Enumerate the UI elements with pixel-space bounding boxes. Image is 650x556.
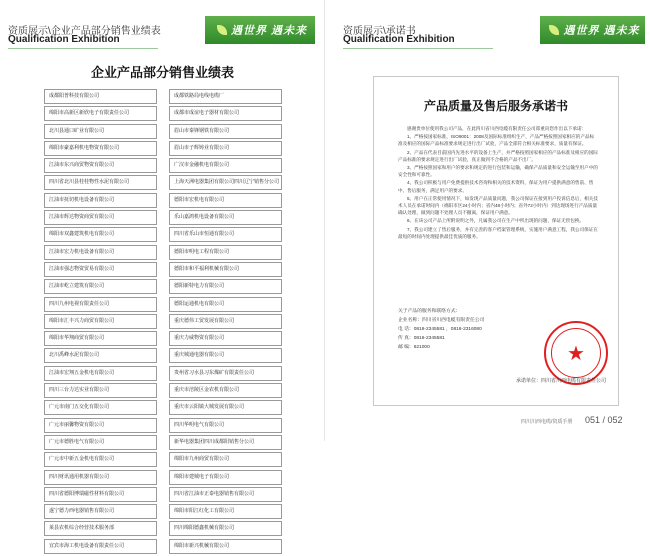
- contact-info: [398, 307, 484, 352]
- leaf-icon: [217, 25, 227, 35]
- page-title: 企业产品部分销售业绩表: [90, 65, 234, 80]
- header-subtitle: Qualification Exhibition: [8, 34, 120, 45]
- letter-paragraph: 6、在该公司产品上所附说明之外，凡属我公司在生产中所出现的问题，保证无偿包换。: [407, 218, 585, 224]
- slogan-text: 遇世界 遇未来: [563, 25, 640, 37]
- table-cell: 四川省乐山市恒通有限公司: [169, 227, 282, 242]
- contact-line: 电 话：0816-2345581 ，0816-2316080: [398, 327, 482, 332]
- table-cell: 广元市中新五金机电有限公司: [44, 452, 157, 467]
- table-cell: 四川财讯通用机器有限公司: [44, 470, 157, 485]
- slogan-banner: [540, 16, 645, 44]
- letter-paragraph: 7、我公司建立了售后服务，并有完善的客户档案管理系统，实施用户满意工程，我公司保证在最短的时间内处理提供最佳优质的服务。: [398, 226, 598, 239]
- header-breadcrumb: 资质展示\承诺书: [343, 26, 416, 37]
- table-cell: 江油市强志物资贸易有限公司: [44, 262, 157, 277]
- table-cell: 重庆市涪陵区金农机有限公司: [169, 383, 282, 398]
- letter-title: 产品质量及售后服务承诺书: [423, 99, 568, 113]
- table-cell: 重庆市云阳镇大城发展有限公司: [169, 400, 282, 415]
- sales-table-column-1: [44, 89, 157, 556]
- letter-paragraph: 5、用户在正常使用情况下，如发现产品质量问题，我公司保证在接到用户投诉信息后，相关技术人员在承诺时间内（绵阳市区24小时内；省内48小时内；省外72小时内）到达现场进行产品质量确认处理，做到问题不处理人员不撤离，保证用户满意。: [398, 195, 598, 216]
- table-cell: 德阳新特电力有限公司: [169, 279, 282, 294]
- table-cell: 重庆德伟工贸发展有限公司: [169, 314, 282, 329]
- table-cell: 遂宁德力西电器销售有限公司: [44, 504, 157, 519]
- seal-inner-ring: [551, 328, 601, 378]
- table-cell: 绵阳市建城电子有限公司: [169, 470, 282, 485]
- table-cell: 新华电器集团四川成都阳销售分公司: [169, 435, 282, 450]
- table-cell: 江油市屹立建筑有限公司: [44, 279, 157, 294]
- header-breadcrumb: 资质展示\企业产品部分销售业绩表: [8, 26, 161, 37]
- contact-line: 邮 编：621000: [398, 345, 430, 350]
- star-icon: ★: [567, 342, 585, 365]
- table-cell: 成都市成谊电子器材有限公司: [169, 106, 282, 121]
- table-cell: 江油市东兴商贸物资有限公司: [44, 158, 157, 173]
- table-cell: 四川省北川县桂桂物性水泥有限公司: [44, 175, 157, 190]
- signer-line: 承诺单位：四川省川西电缆有限责任公司: [516, 378, 607, 384]
- table-cell: 广元市丽馨物资有限公司: [44, 418, 157, 433]
- table-cell: 绵阳市阳江红化工有限公司: [169, 504, 282, 519]
- table-cell: 四川三台力达实业有限公司: [44, 383, 157, 398]
- table-cell: 广元市南门五交化有限公司: [44, 400, 157, 415]
- table-cell: 绵阳市双鑫建筑机电有限公司: [44, 227, 157, 242]
- page-numbers: 051 / 052: [585, 415, 623, 425]
- table-cell: 绵阳市新兴机械有限公司: [169, 539, 282, 554]
- table-cell: 德阳运通机电有限公司: [169, 297, 282, 312]
- table-cell: 贵州省习水县习东煤矿有限责任公司: [169, 366, 282, 381]
- header-divider: [343, 48, 493, 49]
- table-cell: 江油市辉达物资商贸有限公司: [44, 210, 157, 225]
- table-cell: 重庆城通电器有限公司: [169, 348, 282, 363]
- footer-manual-name: 四川川西电缆/资质手册: [521, 419, 573, 425]
- header-subtitle: Qualification Exhibition: [343, 34, 455, 45]
- leaf-icon: [549, 25, 559, 35]
- contact-line: 企业名称：四川省川西电缆有限责任公司: [398, 318, 485, 323]
- contact-line: 传 真：0816-2345581: [398, 336, 445, 341]
- left-page: [0, 0, 325, 549]
- letter-paragraph: 4、我公司积极与用户免费提供技术咨询和相关的技术资料，保证为用户提供满意的售前、售中、售后服务，满足用户的要求。: [398, 180, 594, 193]
- table-cell: 四川九州电视有限责任公司: [44, 297, 157, 312]
- letter-paragraph: 2、产品在代表目前国内先进水平的设备上生产，并严格按照国家相应的产品标准及相应的国际产品标准的要求规定进行出厂试验，真正做到不合格的产品不出厂。: [398, 149, 598, 162]
- table-cell: 广元市德胜电气有限公司: [44, 435, 157, 450]
- table-cell: 上海天洲电器集团有限公司四川辽宁销售分公司: [169, 175, 282, 190]
- table-cell: 江油市宏翔五金机电有限公司: [44, 366, 157, 381]
- table-cell: 宜宾市海工机电设备有限责任公司: [44, 539, 157, 554]
- table-cell: 四川华明电气有限公司: [169, 418, 282, 433]
- table-cell: 江油市抚切机电设备有限公司: [44, 193, 157, 208]
- table-cell: 德阳市宏机电有限公司: [169, 193, 282, 208]
- table-cell: 绵阳市汇丰兴力商贸有限公司: [44, 314, 157, 329]
- table-cell: 江油市宏力机电设备有限公司: [44, 245, 157, 260]
- table-cell: 广汉市金融机电有限公司: [169, 158, 282, 173]
- letter-body: [398, 125, 598, 241]
- table-cell: 四川省德阳博瑞磁性材料有限公司: [44, 487, 157, 502]
- table-cell: 四川省江油市正泰电器销售有限公司: [169, 487, 282, 502]
- table-cell: 绵阳市华翔商贸有限公司: [44, 331, 157, 346]
- table-cell: 眉山市子辉铸业有限公司: [169, 141, 282, 156]
- header-divider: [8, 48, 158, 49]
- letter-paragraph: 3、严格按照国家和用户的要求和规定的进行包装和运输，确保产品质量和安全运输至用户中的安全性和可靠性。: [398, 165, 598, 178]
- table-cell: 眉山市秦锋钢铁有限公司: [169, 124, 282, 139]
- table-cell: 绵阳市高新区新欣电子有限责任公司: [44, 106, 157, 121]
- contact-line: 关于产品的服务和联络方式：: [398, 309, 461, 314]
- sales-table-column-2: [169, 89, 282, 556]
- table-cell: 德阳市明电工程有限公司: [169, 245, 282, 260]
- table-cell: 重庆力威物资有限公司: [169, 331, 282, 346]
- table-cell: 北川禹峰水泥有限公司: [44, 348, 157, 363]
- table-cell: 莱县农机综合经营技术服务部: [44, 521, 157, 536]
- slogan-text: 遇世界 遇未来: [230, 25, 308, 37]
- table-cell: 绵阳市豪嘉利机电物资有限公司: [44, 141, 157, 156]
- table-cell: 德阳市和平福利机械有限公司: [169, 262, 282, 277]
- letter-paragraph: 1、严格按国家标准，ISO9001：2008及国际标准组织生产，产品严格按照国家相应的产品标准及相应的国际产品标准要求规定进行出厂试验，产品全部符合相关标准要求，质量有保证。: [398, 134, 595, 147]
- table-cell: 绵阳市九州商贸有限公司: [169, 452, 282, 467]
- company-seal-stamp: [544, 321, 608, 385]
- table-cell: 成都铁路局电线电缆厂: [169, 89, 282, 104]
- right-page: [325, 0, 650, 441]
- table-cell: 乐山嘉鸿机电设备有限公司: [169, 210, 282, 225]
- table-cell: 四川绵阳德鑫机械有限公司: [169, 521, 282, 536]
- letter-paragraph: 感谢贵单位使用我公司产品，在此四川省川西电缆有限责任公司郑重向您作出以下承诺：: [407, 126, 587, 131]
- slogan-banner: [205, 16, 315, 44]
- table-cell: 成都阳普科技有限公司: [44, 89, 157, 104]
- table-cell: 北川县通口矿业有限公司: [44, 124, 157, 139]
- commitment-letter: [373, 76, 619, 406]
